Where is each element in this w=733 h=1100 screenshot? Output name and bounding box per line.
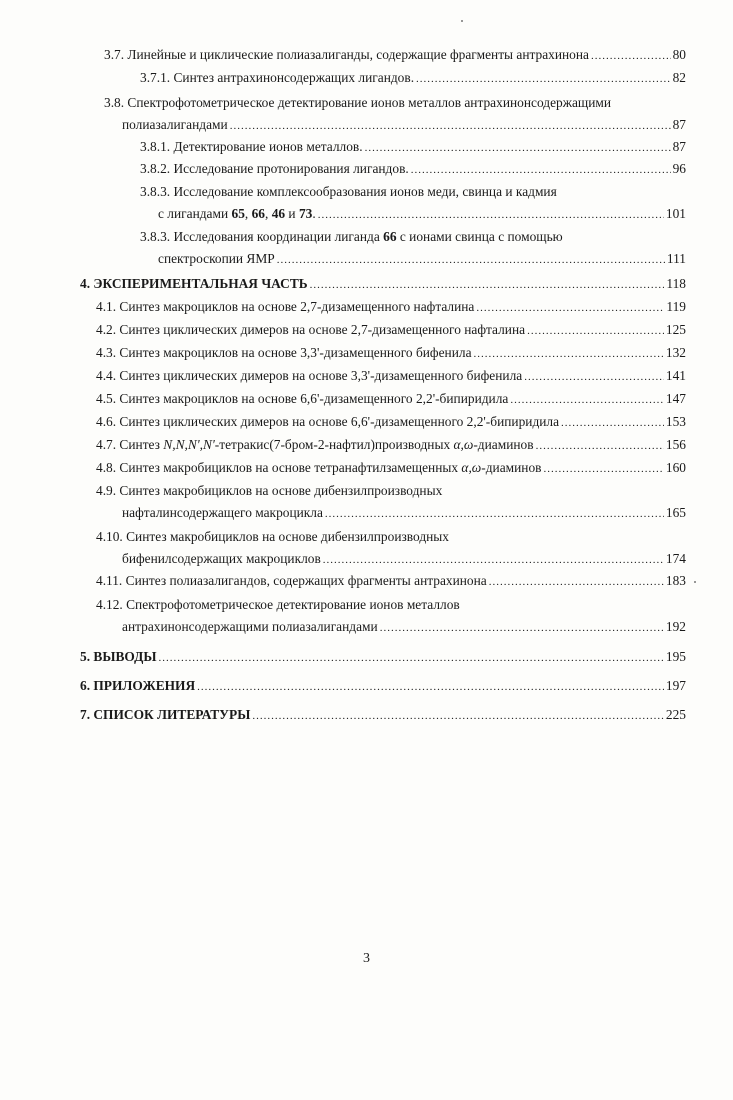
toc-label: 4.2. Синтез циклических димеров на основе 2,7-дизамещенного нафталина [96, 322, 526, 337]
toc-label: 6. ПРИЛОЖЕНИЯ [80, 678, 196, 693]
toc-entry-4-12-line1[interactable] [96, 594, 686, 616]
toc-page: 96 [672, 161, 686, 176]
toc-label: антрахинонсодержащими полиазалигандами [122, 619, 378, 634]
ligand-number: 66 [251, 206, 265, 221]
toc-label: с лигандами 65, 66, 46 и 73. [158, 206, 316, 221]
toc-entry-4-11[interactable] [96, 570, 686, 592]
toc-page: 141 [665, 368, 686, 383]
toc-entry-4-8[interactable] [96, 457, 686, 479]
leader-dots [489, 571, 664, 592]
toc-label: полиазалигандами [122, 117, 228, 132]
leader-dots [325, 503, 664, 524]
toc-page: 197 [665, 678, 686, 693]
toc-page: 174 [665, 551, 686, 566]
toc-label: 4.11. Синтез полиазалигандов, содержащих фрагменты антрахинона [96, 573, 487, 588]
toc-page: 165 [665, 505, 686, 520]
toc-entry-4-5[interactable] [96, 388, 686, 410]
toc-entry-4-7[interactable] [96, 434, 686, 456]
toc-page: 147 [665, 391, 686, 406]
toc-label: 4.8. Синтез макробициклов на основе тетранафтилзамещенных α,ω-диаминов [96, 460, 542, 475]
toc-entry-4-6[interactable] [96, 411, 686, 433]
leader-dots [527, 320, 664, 341]
toc-page: 101 [665, 206, 686, 221]
toc-page: 153 [665, 414, 686, 429]
page-number: 3 [363, 951, 370, 966]
toc-entry-5[interactable] [80, 646, 686, 668]
toc-label: 3.8.2. Исследование протонирования лигандов. [140, 161, 409, 176]
toc-page: 225 [665, 707, 686, 722]
leader-dots [252, 705, 664, 726]
leader-dots [416, 68, 671, 89]
toc-entry-4-12[interactable] [122, 616, 686, 638]
toc-entry-4-9-line1[interactable] [96, 480, 686, 502]
toc-label: 4.1. Синтез макроциклов на основе 2,7-дизамещенного нафталина [96, 299, 475, 314]
leader-dots [323, 549, 664, 570]
leader-dots [197, 676, 664, 697]
toc-label: бифенилсодержащих макроциклов [122, 551, 321, 566]
toc-label: 4.3. Синтез макроциклов на основе 3,3'-дизамещенного бифенила [96, 345, 472, 360]
leader-dots [561, 412, 664, 433]
toc-entry-4-10-line1[interactable] [96, 526, 686, 548]
toc-page: 82 [672, 70, 686, 85]
leader-dots [543, 458, 663, 479]
toc-entry-3-8-3a-line1[interactable] [140, 181, 686, 203]
toc-label: 4. ЭКСПЕРИМЕНТАЛЬНАЯ ЧАСТЬ [80, 276, 308, 291]
toc-entry-4-1[interactable] [96, 296, 686, 318]
ligand-number: 66 [383, 229, 397, 244]
toc-page: 132 [665, 345, 686, 360]
toc-label: 4.10. Синтез макробициклов на основе дибензилпроизводных [96, 529, 449, 544]
toc-label: 3.7. Линейные и циклические полиазалиганды, содержащие фрагменты антрахинона [104, 47, 589, 62]
toc-label: 4.12. Спектрофотометрическое детектирование ионов металлов [96, 597, 460, 612]
toc-entry-4-2[interactable] [96, 319, 686, 341]
toc-label: 4.7. Синтез N,N,N',N'-тетракис(7-бром-2-нафтил)производных α,ω-диаминов [96, 437, 534, 452]
toc-page: 111 [666, 251, 686, 266]
leader-dots [474, 343, 664, 364]
toc-page: 80 [672, 47, 686, 62]
leader-dots [524, 366, 664, 387]
leader-dots [310, 274, 665, 295]
toc-entry-4[interactable] [80, 273, 686, 295]
toc-label: 3.8.3. Исследования координации лиганда 66 с ионами свинца с помощью [140, 229, 563, 244]
toc-label: 3.8.3. Исследование комплексообразования ионов меди, свинца и кадмия [140, 184, 557, 199]
leader-dots [230, 115, 671, 136]
leader-dots [318, 204, 664, 225]
toc-label: 3.8. Спектрофотометрическое детектирование ионов металлов антрахинонсодержащими [104, 95, 612, 110]
toc-entry-3-8-3b-line1[interactable] [140, 226, 686, 248]
leader-dots [159, 647, 664, 668]
toc-page: 119 [666, 299, 686, 314]
leader-dots [510, 389, 664, 410]
toc-entry-3-8-2[interactable] [140, 158, 686, 180]
leader-dots [380, 617, 664, 638]
toc-entry-3-8-3a[interactable] [158, 203, 686, 225]
toc-entry-4-10[interactable] [122, 548, 686, 570]
leader-dots [411, 159, 671, 180]
toc-label: 4.9. Синтез макробициклов на основе дибензилпроизводных [96, 483, 443, 498]
toc-entry-3-8-line1[interactable] [104, 92, 686, 114]
toc-page: 125 [665, 322, 686, 337]
toc-entry-3-8-1[interactable] [140, 136, 686, 158]
toc-label: нафталинсодержащего макроцикла [122, 505, 323, 520]
toc-label: 4.5. Синтез макроциклов на основе 6,6'-дизамещенного 2,2'-бипиридила [96, 391, 509, 406]
toc-label: 3.8.1. Детектирование ионов металлов. [140, 139, 363, 154]
toc-label: 5. ВЫВОДЫ [80, 649, 157, 664]
toc-entry-7[interactable] [80, 704, 686, 726]
leader-dots [365, 137, 671, 158]
toc-page: 156 [665, 437, 686, 452]
toc-label: спектроскопии ЯМР [158, 251, 275, 266]
leader-dots [277, 249, 665, 270]
toc-label: 4.4. Синтез циклических димеров на основе 3,3'-дизамещенного бифенила [96, 368, 523, 383]
toc-entry-4-3[interactable] [96, 342, 686, 364]
leader-dots [591, 45, 671, 66]
leader-dots [536, 435, 664, 456]
toc-page: 160 [665, 460, 686, 475]
toc-page: 118 [666, 276, 686, 291]
toc-page: 87 [672, 139, 686, 154]
toc-label: 7. СПИСОК ЛИТЕРАТУРЫ [80, 707, 251, 722]
ligand-number: 46 [271, 206, 286, 221]
scan-speck [461, 20, 463, 22]
toc-label: 3.7.1. Синтез антрахинонсодержащих лигандов. [140, 70, 415, 85]
toc-entry-3-8[interactable] [122, 114, 686, 136]
leader-dots [476, 297, 664, 318]
scan-speck [694, 581, 696, 583]
toc-entry-6[interactable] [80, 675, 686, 697]
toc-page: 183 [665, 573, 686, 588]
ligand-number: 73 [298, 206, 313, 221]
toc-entry-4-9[interactable] [122, 502, 686, 524]
toc-entry-3-7[interactable] [104, 44, 686, 66]
toc-label: 4.6. Синтез циклических димеров на основе 6,6'-дизамещенного 2,2'-бипиридила [96, 414, 560, 429]
toc-page: 87 [672, 117, 686, 132]
toc-page: 195 [665, 649, 686, 664]
toc-entry-4-4[interactable] [96, 365, 686, 387]
toc-page: 192 [665, 619, 686, 634]
ligand-number: 65 [231, 206, 245, 221]
toc-entry-3-7-1[interactable] [140, 67, 686, 89]
toc-entry-3-8-3b[interactable] [158, 248, 686, 270]
